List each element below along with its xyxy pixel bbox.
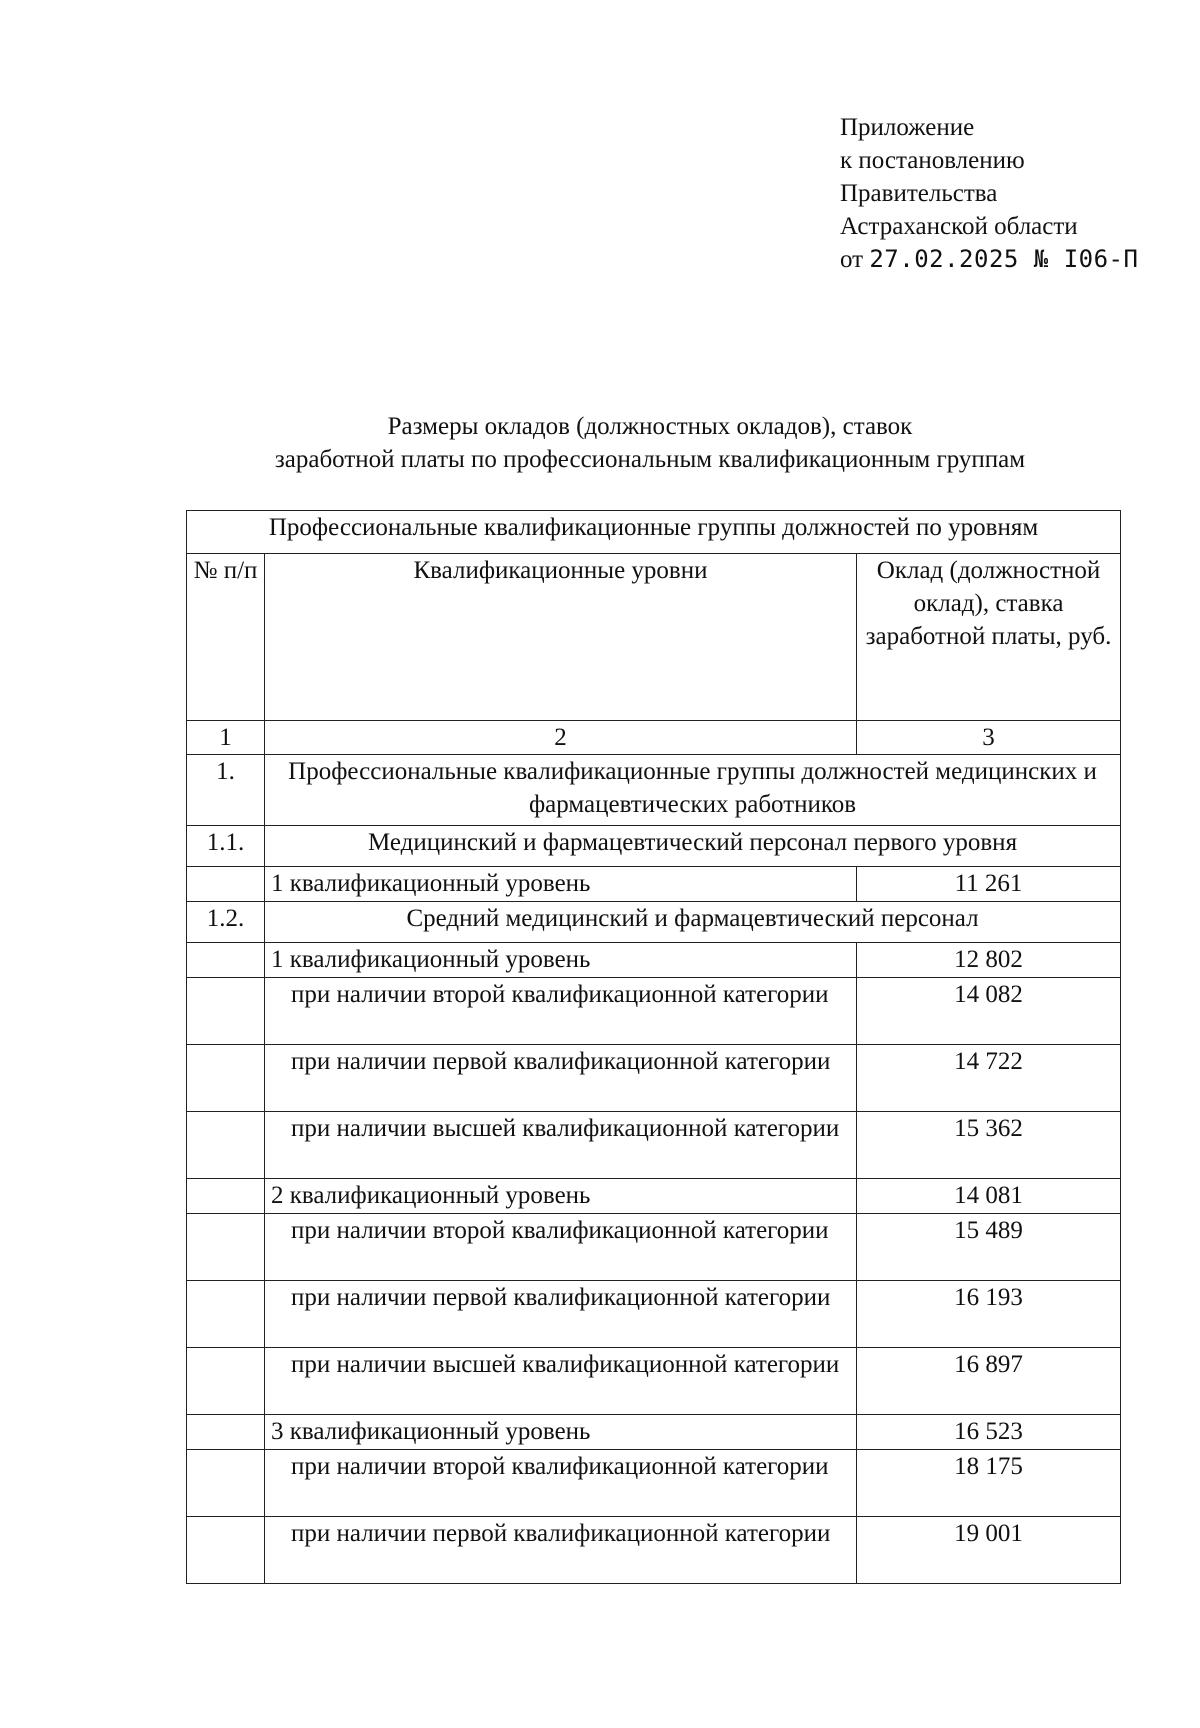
row-label: при наличии высшей квалификационной категории	[265, 1348, 857, 1415]
row-value: 14 722	[857, 1045, 1121, 1112]
row-number-cell	[187, 1112, 265, 1179]
table-row	[187, 1179, 1121, 1214]
row-number-cell	[187, 867, 265, 902]
table-row	[187, 1517, 1121, 1584]
row-number-cell	[187, 1517, 265, 1584]
annex-line-2: к постановлению	[840, 147, 1025, 174]
row-label: при наличии первой квалификационной категории	[265, 1517, 857, 1584]
annex-line-4: Астраханской области	[840, 213, 1078, 240]
row-label: при наличии первой квалификационной категории	[265, 1045, 857, 1112]
column-number-2: 2	[265, 721, 857, 755]
table-row	[187, 1415, 1121, 1450]
row-label: при наличии первой квалификационной категории	[265, 1281, 857, 1348]
row-number-cell	[187, 1450, 265, 1517]
row-label: при наличии второй квалификационной категории	[265, 1214, 857, 1281]
row-label: 3 квалификационный уровень	[265, 1415, 857, 1450]
table-row	[187, 1045, 1121, 1112]
section-title: Средний медицинский и фармацевтический персонал	[265, 902, 1121, 943]
title-line-2: заработной платы по профессиональным квалификационным группам	[274, 446, 1026, 473]
annex-header	[840, 111, 1138, 276]
salary-table-wrapper	[186, 510, 1120, 1584]
row-number-cell	[187, 1045, 265, 1112]
row-value: 16 897	[857, 1348, 1121, 1415]
row-value: 16 193	[857, 1281, 1121, 1348]
column-number-3: 3	[857, 721, 1121, 755]
annex-date-value: 27.02.2025 № I06-П	[869, 245, 1139, 273]
table-row	[187, 1214, 1121, 1281]
row-number-cell	[187, 943, 265, 978]
row-number-cell	[187, 978, 265, 1045]
table-group-header-row	[187, 511, 1121, 554]
column-number-1: 1	[187, 721, 265, 755]
table-group-header: Профессиональные квалификационные группы должностей по уровням	[187, 511, 1121, 554]
section-title: Медицинский и фармацевтический персонал первого уровня	[265, 826, 1121, 867]
table-row	[187, 943, 1121, 978]
row-value: 15 362	[857, 1112, 1121, 1179]
table-row	[187, 1112, 1121, 1179]
section-title: Профессиональные квалификационные группы должностей медицинских и фармацевтических работников	[265, 755, 1121, 826]
row-value: 18 175	[857, 1450, 1121, 1517]
salary-table	[186, 510, 1121, 1584]
row-value: 16 523	[857, 1415, 1121, 1450]
row-label: при наличии второй квалификационной категории	[265, 1450, 857, 1517]
row-number-cell	[187, 1179, 265, 1214]
row-value: 12 802	[857, 943, 1121, 978]
annex-date-prefix: от	[840, 246, 864, 273]
section-row-1	[187, 755, 1121, 826]
row-label: 1 квалификационный уровень	[265, 943, 857, 978]
row-value: 11 261	[857, 867, 1121, 902]
column-header-levels: Квалификационные уровни	[265, 554, 857, 721]
section-number: 1.	[187, 755, 265, 826]
table-row	[187, 1450, 1121, 1517]
section-number: 1.2.	[187, 902, 265, 943]
row-value: 14 082	[857, 978, 1121, 1045]
column-header-salary: Оклад (должностной оклад), ставка заработной платы, руб.	[857, 554, 1121, 721]
row-label: 2 квалификационный уровень	[265, 1179, 857, 1214]
annex-line-3: Правительства	[840, 180, 998, 207]
row-number-cell	[187, 1348, 265, 1415]
row-label: при наличии второй квалификационной категории	[265, 978, 857, 1045]
section-number: 1.1.	[187, 826, 265, 867]
section-row-1-2	[187, 902, 1121, 943]
table-row	[187, 867, 1121, 902]
annex-date-line	[840, 243, 1138, 276]
row-value: 15 489	[857, 1214, 1121, 1281]
annex-line-1: Приложение	[840, 114, 975, 141]
table-column-number-row	[187, 721, 1121, 755]
row-number-cell	[187, 1415, 265, 1450]
title-line-1: Размеры окладов (должностных окладов), ставок	[387, 413, 913, 440]
document-title	[150, 410, 1150, 476]
row-number-cell	[187, 1281, 265, 1348]
table-row	[187, 1348, 1121, 1415]
row-value: 14 081	[857, 1179, 1121, 1214]
table-row	[187, 978, 1121, 1045]
row-number-cell	[187, 1214, 265, 1281]
table-column-header-row	[187, 554, 1121, 721]
table-row	[187, 1281, 1121, 1348]
row-value: 19 001	[857, 1517, 1121, 1584]
row-label: 1 квалификационный уровень	[265, 867, 857, 902]
row-label: при наличии высшей квалификационной категории	[265, 1112, 857, 1179]
column-header-number: № п/п	[187, 554, 265, 721]
section-row-1-1	[187, 826, 1121, 867]
